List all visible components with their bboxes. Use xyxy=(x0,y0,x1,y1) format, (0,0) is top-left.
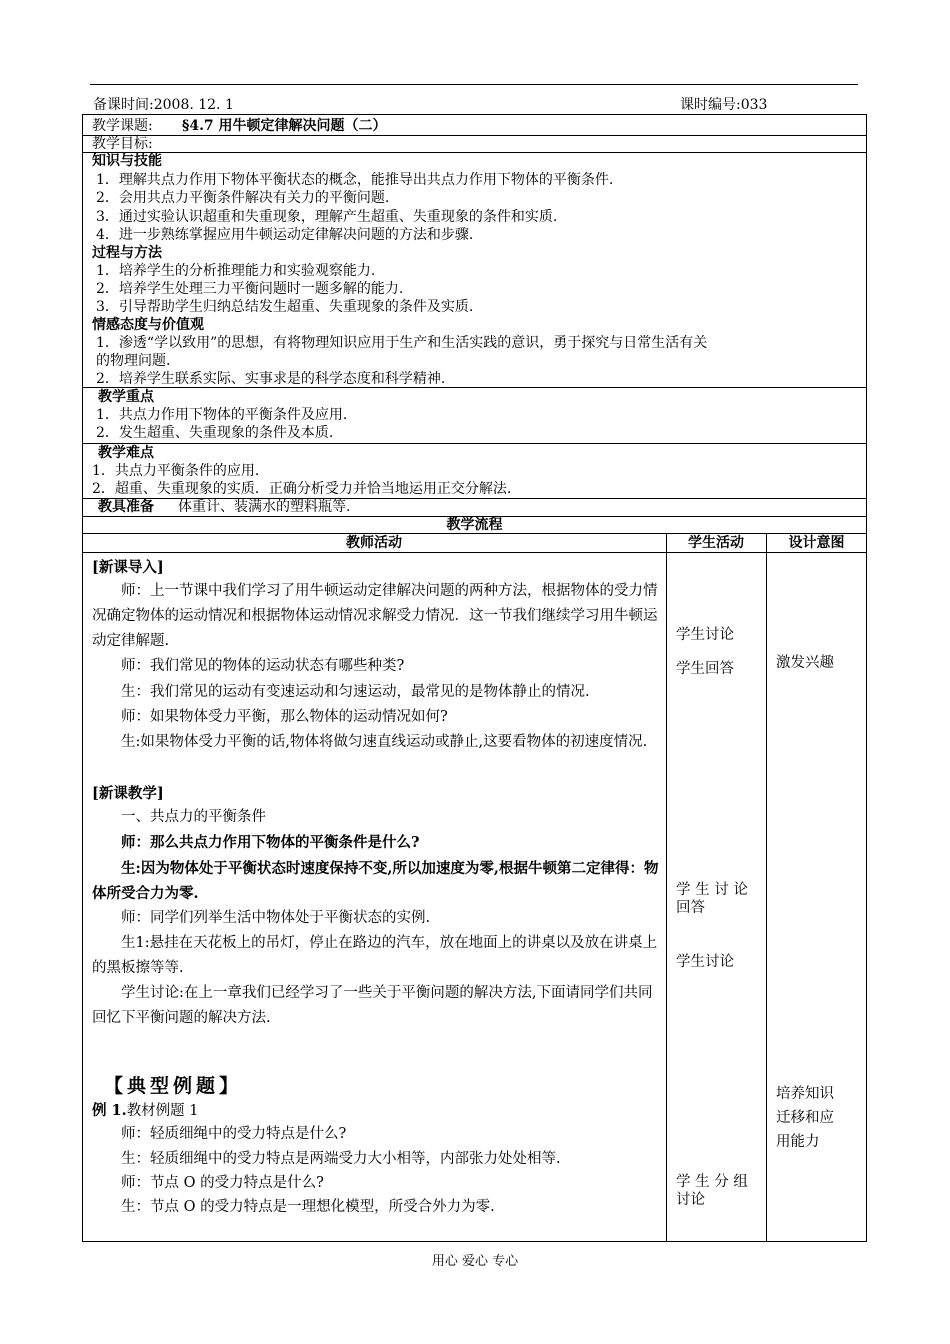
knowledge-item: 2．会用共点力平衡条件解决有关力的平衡问题. xyxy=(96,190,390,206)
teacher-paragraph: 师：上一节课中我们学习了用牛顿运动定律解决问题的两种方法，根据物体的受力情况确定物体的运动情况和根据物体运动情况求解受力情况．这一节我们继续学习用牛顿运动定律解题. xyxy=(92,583,658,649)
teacher-paragraph: 生：节点 O 的受力特点是一理想化模型，所受合外力为零. xyxy=(121,1199,495,1215)
lesson-topic: §4.7 用牛顿定律解决问题（二） xyxy=(182,118,387,134)
emotion-title: 情感态度与价值观 xyxy=(92,317,204,333)
student-activity: 学 生 讨 论 xyxy=(676,882,748,898)
student-answer: 生:因为物体处于平衡状态时速度保持不变,所以加速度为零,根据牛顿第二定律得：物体所受合力为零. xyxy=(92,860,659,902)
lesson-number: 课时编号:033 xyxy=(680,97,768,113)
emotion-item: 2．培养学生联系实际、实事求是的科学态度和科学精神. xyxy=(96,371,446,387)
emotion-item: 1．渗透“学以致用”的思想，有将物理知识应用于生产和生活实践的意识，勇于探究与日常生活有关 xyxy=(96,335,708,351)
difficulty-item: 2．超重、失重现象的实质．正确分析受力并恰当地运用正交分解法. xyxy=(92,481,512,497)
column-header-student: 学生活动 xyxy=(688,535,744,551)
process-title: 过程与方法 xyxy=(92,245,162,261)
column-divider xyxy=(766,533,767,1242)
flow-title: 教学流程 xyxy=(446,517,503,533)
emotion-item-continued: 的物理问题. xyxy=(96,353,171,369)
knowledge-item: 4．进一步熟练掌握应用牛顿运动定律解决问题的方法和步骤. xyxy=(96,227,474,243)
process-item: 3．引导帮助学生归纳总结发生超重、失重现象的条件及实质. xyxy=(96,299,474,315)
equipment-text: 体重计、装满水的塑料瓶等. xyxy=(178,499,351,515)
teacher-paragraph: 师：轻质细绳中的受力特点是什么? xyxy=(121,1126,347,1142)
column-header-design: 设计意图 xyxy=(788,535,845,551)
section-heading: 一、共点力的平衡条件 xyxy=(121,809,266,825)
example-number: 例 1. xyxy=(92,1102,127,1119)
key-point-item: 2．发生超重、失重现象的条件及本质. xyxy=(96,425,334,441)
page-footer: 用心 爱心 专心 xyxy=(431,1254,519,1269)
row-divider xyxy=(82,135,867,136)
knowledge-item: 1．理解共点力作用下物体平衡状态的概念，能推导出共点力作用下物体的平衡条件. xyxy=(96,172,614,188)
row-divider xyxy=(82,152,867,153)
knowledge-title: 知识与技能 xyxy=(92,153,162,169)
student-activity: 学生回答 xyxy=(676,661,734,677)
teacher-paragraph: 生1:悬挂在天花板上的吊灯，停止在路边的汽车，放在地面上的讲桌以及放在讲桌上的黑板擦等等. xyxy=(92,935,658,976)
topic-label: 教学课题: xyxy=(92,118,153,134)
column-divider xyxy=(666,533,667,1242)
example-title xyxy=(92,1098,199,1124)
teacher-paragraph: 学生讨论:在上一章我们已经学习了一些关于平衡问题的解决方法,下面请同学们共同回忆下平衡问题的解决方法. xyxy=(92,985,653,1026)
top-rule xyxy=(90,84,858,85)
teacher-paragraph: 师：我们常见的物体的运动状态有哪些种类? xyxy=(121,658,405,674)
teach-tag: [新课教学] xyxy=(92,785,164,802)
student-activity: 学 生 分 组 xyxy=(676,1174,748,1190)
prep-time: 备课时间:2008. 12. 1 xyxy=(93,97,234,113)
teacher-paragraph: 师：节点 O 的受力特点是什么? xyxy=(121,1175,324,1191)
teacher-paragraph: 生：轻质细绳中的受力特点是两端受力大小相等，内部张力处处相等. xyxy=(121,1151,561,1167)
intro-tag: [新课导入] xyxy=(92,559,164,576)
equipment-title: 教具准备 xyxy=(98,499,154,515)
row-divider xyxy=(82,552,867,553)
process-item: 2．培养学生处理三力平衡问题时一题多解的能力. xyxy=(96,281,404,297)
student-activity: 回答 xyxy=(676,900,705,916)
row-divider xyxy=(82,443,867,444)
design-intent: 迁移和应 xyxy=(776,1110,834,1126)
example-source: 教材例题 1 xyxy=(126,1103,199,1119)
key-points-title: 教学重点 xyxy=(98,389,154,405)
key-point-item: 1．共点力作用下物体的平衡条件及应用. xyxy=(96,407,348,423)
student-activity: 学生讨论 xyxy=(676,627,734,643)
knowledge-item: 3．通过实验认识超重和失重现象，理解产生超重、失重现象的条件和实质. xyxy=(96,209,558,225)
design-intent: 培养知识 xyxy=(776,1086,834,1102)
teacher-paragraph: 生：我们常见的运动有变速运动和匀速运动，最常见的是物体静止的情况. xyxy=(121,684,590,700)
teacher-paragraph: 师：如果物体受力平衡，那么物体的运动情况如何? xyxy=(121,709,448,725)
teacher-question: 师：那么共点力作用下物体的平衡条件是什么? xyxy=(121,834,420,851)
design-intent: 激发兴趣 xyxy=(776,655,834,671)
teacher-paragraph: 生:如果物体受力平衡的话,物体将做匀速直线运动或静止,这要看物体的初速度情况. xyxy=(121,734,648,750)
column-header-teacher: 教师活动 xyxy=(346,535,402,551)
difficulty-item: 1．共点力平衡条件的应用. xyxy=(92,463,260,479)
difficulties-title: 教学难点 xyxy=(98,445,154,461)
goal-label: 教学目标: xyxy=(92,136,153,152)
teacher-paragraph: 师：同学们列举生活中物体处于平衡状态的实例. xyxy=(121,910,431,926)
design-intent: 用能力 xyxy=(776,1134,820,1150)
student-activity: 学生讨论 xyxy=(676,954,734,970)
student-activity: 讨论 xyxy=(676,1192,705,1208)
example-header: 【典型例题】 xyxy=(104,1075,243,1097)
process-item: 1．培养学生的分析推理能力和实验观察能力. xyxy=(96,263,376,279)
